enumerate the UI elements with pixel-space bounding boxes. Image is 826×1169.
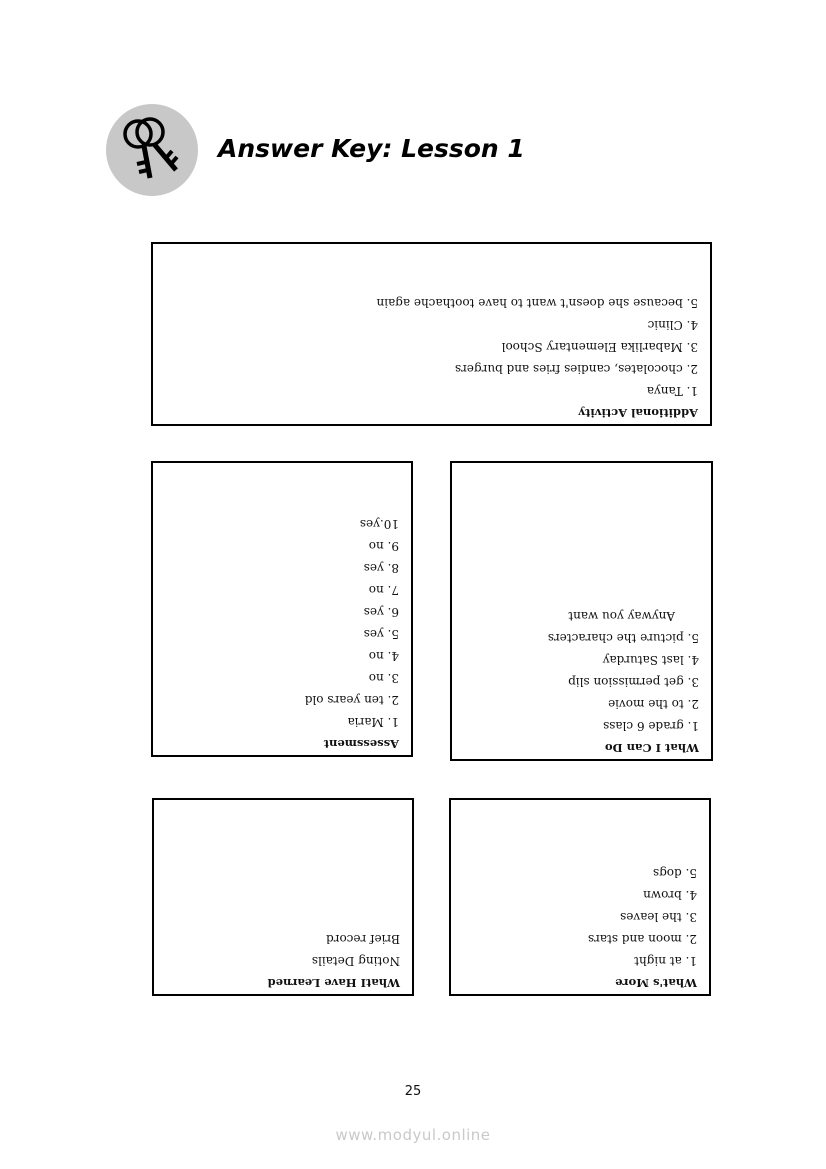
list-item: 1. Maria: [347, 715, 399, 729]
whats-more-box: [449, 798, 711, 996]
list-item: 3. the leaves: [620, 910, 697, 924]
section-heading: Additional Activity: [578, 406, 698, 420]
list-item: Brief record: [326, 932, 400, 946]
list-item: 4. no: [368, 649, 399, 663]
list-item: 4. brown: [643, 888, 697, 902]
list-item: Noting Details: [311, 954, 400, 968]
list-item: 1. Tanya: [646, 384, 698, 398]
what-i-have-learned-box: [152, 798, 414, 996]
additional-activity-box: [151, 242, 712, 426]
list-item: 8. yes: [363, 561, 399, 575]
list-item: 3. Mabarlika Elementary School: [501, 340, 698, 354]
section-heading: Assessment: [323, 737, 399, 751]
list-item: 9. no: [368, 539, 399, 553]
list-item: 2. chocolates, candies fries and burgers: [454, 362, 698, 376]
list-item: Anyway you want: [568, 609, 675, 623]
list-item: 10.yes: [359, 517, 399, 531]
what-i-can-do-box: [450, 461, 713, 761]
list-item: 2. ten years old: [304, 693, 399, 707]
keys-icon: [106, 104, 198, 196]
watermark: www.modyul.online: [335, 1126, 491, 1144]
section-heading: WhatI Have Learned: [267, 976, 400, 990]
list-item: 5. yes: [363, 627, 399, 641]
list-item: 3. get permission slip: [568, 675, 699, 689]
list-item: 7. no: [368, 583, 399, 597]
assessment-box: [151, 461, 413, 757]
keys-graphic: [106, 104, 198, 196]
list-item: 4. last Saturday: [602, 653, 699, 667]
list-item: 2. to the movie: [608, 697, 699, 711]
list-item: 1. at night: [634, 954, 697, 968]
section-heading: What I Can Do: [604, 741, 699, 755]
list-item: 3. no: [368, 671, 399, 685]
list-item: 2. moon and stars: [587, 932, 697, 946]
list-item: 5. picture the characters: [547, 631, 699, 645]
list-item: 5. because she doesn't want to have toothache again: [376, 296, 698, 310]
page-title: Answer Key: Lesson 1: [218, 134, 525, 163]
page-number: 25: [404, 1084, 422, 1099]
list-item: 4. Clinic: [647, 318, 698, 332]
list-item: 1. grade 6 class: [603, 719, 699, 733]
list-item: 5. dogs: [652, 866, 697, 880]
list-item: 6. yes: [363, 605, 399, 619]
section-heading: What's More: [615, 976, 697, 990]
